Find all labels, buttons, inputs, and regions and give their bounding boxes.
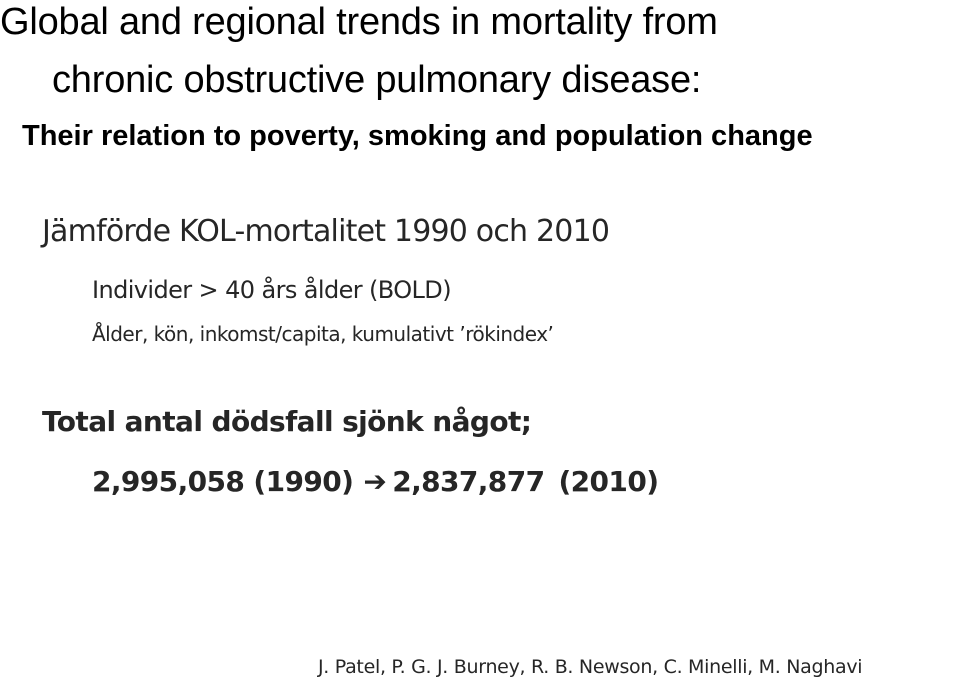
deaths-numbers: [92, 462, 658, 502]
deaths-1990: 2,995,058 (1990): [92, 465, 354, 498]
right-arrow-icon: ➔: [363, 465, 387, 498]
deaths-2010: 2,837,877: [392, 465, 545, 498]
title-line-2: chronic obstructive pulmonary disease:: [52, 59, 702, 101]
bullet-individuals: Individer > 40 års ålder (BOLD): [92, 276, 451, 304]
authors: J. Patel, P. G. J. Burney, R. B. Newson, C. Minelli, M. Naghavi: [318, 656, 863, 678]
title-line-1: Global and regional trends in mortality from: [0, 1, 718, 43]
subtitle: Their relation to poverty, smoking and population change: [22, 120, 813, 152]
bullet-variables: Ålder, kön, inkomst/capita, kumulativt ’rökindex’: [92, 322, 554, 346]
deaths-2010-year: (2010): [558, 465, 659, 498]
bullet-compared: Jämförde KOL-mortalitet 1990 och 2010: [42, 214, 610, 249]
deaths-heading: Total antal dödsfall sjönk något;: [42, 405, 532, 438]
